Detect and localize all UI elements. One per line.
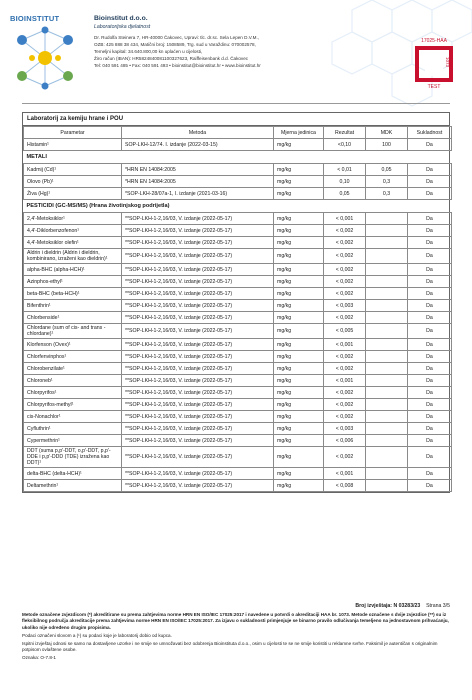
method-cell: **SOP-LKH-1-2,16/03, V. izdanje (2022-05-17)	[122, 399, 274, 411]
mdk-cell	[366, 276, 408, 288]
method-cell: **SOP-LKH-1-2,16/03, V. izdanje (2022-05-17)	[122, 225, 274, 237]
unit-cell: mg/kg	[274, 351, 324, 363]
mdk-cell	[366, 351, 408, 363]
param-cell: 2,4'-Metoksiklor¹	[24, 213, 122, 225]
report-number-label: Broj izvještaja:	[355, 603, 393, 609]
param-cell: Chloroneb¹	[24, 375, 122, 387]
compliance-cell: Da	[408, 399, 452, 411]
unit-cell: mg/kg	[274, 188, 324, 200]
compliance-cell: Da	[408, 264, 452, 276]
mdk-cell: 0,3	[366, 176, 408, 188]
param-cell: DDT (suma p,p'-DDT, o,p'-DDT, p,p'-DDE i p,p'-DDD (TDE) izražena kao DDT)¹	[24, 447, 122, 468]
molecule-icon	[12, 26, 78, 90]
accreditation-badge	[408, 38, 460, 90]
result-cell: < 0,001	[324, 213, 366, 225]
method-cell: **SOP-LKH-1-2,16/03, V. izdanje (2022-05-17)	[122, 435, 274, 447]
mdk-cell	[366, 312, 408, 324]
result-cell: < 0,002	[324, 276, 366, 288]
mdk-cell	[366, 363, 408, 375]
method-cell: **SOP-LKH-1-2,16/03, V. izdanje (2022-05-17)	[122, 480, 274, 492]
section-title: PESTICIDI (GC-MS/MS) (Hrana životinjskog podrijetla)	[24, 200, 452, 213]
unit-cell: mg/kg	[274, 480, 324, 492]
unit-cell: mg/kg	[274, 264, 324, 276]
unit-cell: mg/kg	[274, 411, 324, 423]
param-cell: 4,4'-Diklorbenzofenon¹	[24, 225, 122, 237]
result-cell: < 0,003	[324, 300, 366, 312]
mdk-cell: 100	[366, 139, 408, 151]
compliance-cell: Da	[408, 447, 452, 468]
mdk-cell: 0,05	[366, 164, 408, 176]
unit-cell: mg/kg	[274, 213, 324, 225]
param-cell: Živa (Hg)¹	[24, 188, 122, 200]
result-cell: < 0,006	[324, 435, 366, 447]
param-cell: Kadmij (Cd)¹	[24, 164, 122, 176]
result-cell: < 0,002	[324, 363, 366, 375]
table-row	[24, 276, 452, 288]
param-cell: Chlorpyrifos-methyl¹	[24, 399, 122, 411]
result-cell: < 0,002	[324, 237, 366, 249]
column-header: Rezultat	[324, 127, 366, 139]
compliance-cell: Da	[408, 164, 452, 176]
result-cell: < 0,002	[324, 249, 366, 264]
param-cell: Deltamethrin¹	[24, 480, 122, 492]
table-row	[24, 480, 452, 492]
unit-cell: mg/kg	[274, 288, 324, 300]
column-header: Mjerna jedinica	[274, 127, 324, 139]
unit-cell: mg/kg	[274, 468, 324, 480]
unit-cell: mg/kg	[274, 387, 324, 399]
mdk-cell	[366, 447, 408, 468]
compliance-cell: Da	[408, 237, 452, 249]
unit-cell: mg/kg	[274, 435, 324, 447]
result-cell: < 0,001	[324, 375, 366, 387]
compliance-cell: Da	[408, 176, 452, 188]
unit-cell: mg/kg	[274, 176, 324, 188]
unit-cell: mg/kg	[274, 276, 324, 288]
mdk-cell	[366, 339, 408, 351]
compliance-cell: Da	[408, 300, 452, 312]
compliance-cell: Da	[408, 423, 452, 435]
result-cell: < 0,001	[324, 468, 366, 480]
address-line: Temeljni kapital: 34.640.800,00 kn uplaćen u cijelosti,	[94, 49, 203, 54]
table-row	[24, 411, 452, 423]
result-cell: 0,05	[324, 188, 366, 200]
table-row	[24, 375, 452, 387]
table-row	[24, 468, 452, 480]
result-cell: < 0,002	[324, 351, 366, 363]
column-header: Sukladnost	[408, 127, 452, 139]
unit-cell: mg/kg	[274, 300, 324, 312]
company-name: Bioinstitut d.o.o.	[94, 15, 148, 22]
mdk-cell	[366, 435, 408, 447]
result-cell: < 0,002	[324, 447, 366, 468]
table-row	[24, 423, 452, 435]
method-cell: **SOP-LKH-1-2,16/03, V. izdanje (2022-05-17)	[122, 276, 274, 288]
table-row	[24, 188, 452, 200]
param-cell: Chlordane (sum of cis- and trans -chlordane)¹	[24, 324, 122, 339]
compliance-cell: Da	[408, 288, 452, 300]
param-cell: Chlorobenzilate¹	[24, 363, 122, 375]
table-row	[24, 225, 452, 237]
param-cell: Bifenthrin¹	[24, 300, 122, 312]
compliance-cell: Da	[408, 188, 452, 200]
table-row	[24, 351, 452, 363]
mdk-cell	[366, 423, 408, 435]
table-row	[24, 324, 452, 339]
table-row	[24, 139, 452, 151]
mdk-cell	[366, 264, 408, 276]
report-number: N 03283/23	[393, 603, 421, 609]
column-header: Parametar	[24, 127, 122, 139]
table-row	[24, 249, 452, 264]
method-cell: **SOP-LKH-1-2,16/03, V. izdanje (2022-05-17)	[122, 339, 274, 351]
method-cell: *HRN EN 14084:2005	[122, 176, 274, 188]
company-info	[94, 14, 344, 69]
param-cell: Azinphos-ethyl¹	[24, 276, 122, 288]
table-row	[24, 176, 452, 188]
method-cell: **SOP-LKH-1-2,16/03, V. izdanje (2022-05-17)	[122, 300, 274, 312]
result-cell: < 0,002	[324, 399, 366, 411]
accreditation-note: Metode označene zvjezdicom (*) akreditirane su prema zahtjevima norme HRN EN ISO/IEC 17025:2017 i navedene u potvrdi o akreditaciji HAA br. 1073. Metode označene s dvije zvjezdice (**) su iz fleksibilnog područja akreditacije prema zahtjevima norme HRN EN ISO/IEC 17025:2017. Za izjavu o sukladnosti primjenjuje se binarno pravilo odlučivanja temeljeno na jednostavnom prihvaćanju, ukoliko nije određeno drugim propisima.	[22, 612, 449, 630]
address-line: Tel: 040 591 485 • Fax: 040 591 493 • bioinstitut@bioinstitut.hr • www.bioinstitut.hr	[94, 63, 261, 68]
method-cell: *HRN EN 14084:2005	[122, 164, 274, 176]
column-header: Metoda	[122, 127, 274, 139]
mdk-cell	[366, 324, 408, 339]
param-cell: Chlorpyrifos¹	[24, 387, 122, 399]
param-cell: Aldrin i dieldrin (Aldrin i dieldrin, kombinirano, izraženi kao dieldrin)¹	[24, 249, 122, 264]
unit-cell: mg/kg	[274, 339, 324, 351]
company-logo	[8, 8, 86, 96]
compliance-cell: Da	[408, 225, 452, 237]
method-cell: **SOP-LKH-1-2,16/03, V. izdanje (2022-05-17)	[122, 213, 274, 225]
compliance-cell: Da	[408, 363, 452, 375]
result-cell: < 0,002	[324, 387, 366, 399]
table-row	[24, 363, 452, 375]
method-cell: **SOP-LKH-1-2,16/03, V. izdanje (2022-05-17)	[122, 423, 274, 435]
result-cell: < 0,002	[324, 264, 366, 276]
table-row	[24, 164, 452, 176]
param-cell: Cyfluthrin¹	[24, 423, 122, 435]
method-cell: **SOP-LKH-1-2,16/03, V. izdanje (2022-05-17)	[122, 468, 274, 480]
compliance-cell: Da	[408, 249, 452, 264]
table-row	[24, 447, 452, 468]
param-cell: cis-Nonachlor¹	[24, 411, 122, 423]
table-row	[24, 435, 452, 447]
company-subtitle: Laboratorijska djelatnost	[94, 24, 151, 30]
unit-cell: mg/kg	[274, 249, 324, 264]
result-cell: < 0,001	[324, 339, 366, 351]
compliance-cell: Da	[408, 324, 452, 339]
unit-cell: mg/kg	[274, 363, 324, 375]
compliance-cell: Da	[408, 139, 452, 151]
mdk-cell	[366, 375, 408, 387]
method-cell: **SOP-LKH-1-2,16/03, V. izdanje (2022-05-17)	[122, 237, 274, 249]
method-cell: **SOP-LKH-1-2,16/03, V. izdanje (2022-05-17)	[122, 447, 274, 468]
compliance-cell: Da	[408, 351, 452, 363]
table-row	[24, 288, 452, 300]
compliance-cell: Da	[408, 276, 452, 288]
table-row	[24, 237, 452, 249]
param-cell: 4,4'-Metoksiklor olefin¹	[24, 237, 122, 249]
method-cell: **SOP-LKH-1-2,16/03, V. izdanje (2022-05-17)	[122, 324, 274, 339]
param-cell: Olovo (Pb)¹	[24, 176, 122, 188]
param-cell: Klorfenson (Ovex)¹	[24, 339, 122, 351]
compliance-cell: Da	[408, 480, 452, 492]
param-cell: beta-BHC (beta-HCH)¹	[24, 288, 122, 300]
table-row	[24, 300, 452, 312]
method-cell: **SOP-LKH-1-2,16/03, V. izdanje (2022-05-17)	[122, 363, 274, 375]
param-cell: delta-BHC (delta-HCH)¹	[24, 468, 122, 480]
result-cell: < 0,01	[324, 164, 366, 176]
result-cell: < 0,002	[324, 288, 366, 300]
address-line: Žiro račun (IBAN): HR5824840081100327623, Raiffeisenbank d.d. Čakovec	[94, 56, 249, 61]
mdk-cell	[366, 411, 408, 423]
method-cell: **SOP-LKH-1-2,16/03, V. izdanje (2022-05-17)	[122, 387, 274, 399]
unit-cell: mg/kg	[274, 423, 324, 435]
mdk-cell	[366, 288, 408, 300]
result-cell: <0,10	[324, 139, 366, 151]
unit-cell: mg/kg	[274, 225, 324, 237]
address-line: OZB: 425 888 38 434, Matični broj: 1508589, Trg. sud u Varaždinu: 070002578,	[94, 42, 256, 47]
mdk-cell	[366, 213, 408, 225]
unit-cell: mg/kg	[274, 237, 324, 249]
param-cell: Cypermethrin¹	[24, 435, 122, 447]
mdk-cell	[366, 237, 408, 249]
section-row-pesticides	[24, 200, 452, 213]
compliance-cell: Da	[408, 375, 452, 387]
method-cell: **SOP-LKH-1-2,16/03, V. izdanje (2022-05-17)	[122, 264, 274, 276]
unit-cell: mg/kg	[274, 324, 324, 339]
table-row	[24, 312, 452, 324]
accreditation-number: 1073	[445, 57, 450, 68]
table-row	[24, 213, 452, 225]
document-mark: Oznaka: O-7.8-1	[22, 655, 56, 661]
result-cell: < 0,003	[324, 423, 366, 435]
accreditation-mark	[415, 46, 453, 82]
page-number: Strana 3/5	[426, 603, 450, 609]
param-cell: alpha-BHC (alpha-HCH)¹	[24, 264, 122, 276]
unit-cell: mg/kg	[274, 447, 324, 468]
report-number-line	[22, 603, 450, 609]
results-table	[22, 112, 450, 493]
section-title: METALI	[24, 151, 452, 164]
mdk-cell	[366, 399, 408, 411]
header-divider	[22, 103, 450, 104]
result-cell: < 0,002	[324, 225, 366, 237]
accreditation-code: 17025-HAA	[421, 38, 447, 44]
result-cell: < 0,002	[324, 411, 366, 423]
compliance-cell: Da	[408, 312, 452, 324]
unit-cell: mg/kg	[274, 312, 324, 324]
method-cell: **SOP-LKH-1-2,16/03, V. izdanje (2022-05-17)	[122, 312, 274, 324]
method-cell: **SOP-LKH-1-2,16/03, V. izdanje (2022-05-17)	[122, 411, 274, 423]
result-cell: < 0,008	[324, 480, 366, 492]
customer-data-note: Podaci označeni slovom a (¹) su podaci koje je laboratorij dobio od kupca.	[22, 632, 172, 638]
mdk-cell	[366, 225, 408, 237]
param-cell: Chlorbenside¹	[24, 312, 122, 324]
compliance-cell: Da	[408, 435, 452, 447]
table-row	[24, 387, 452, 399]
letterhead	[8, 8, 464, 100]
mdk-cell	[366, 480, 408, 492]
compliance-cell: Da	[408, 468, 452, 480]
table-header-row	[24, 127, 452, 139]
compliance-cell: Da	[408, 387, 452, 399]
method-cell: **SOP-LKH-1-2,16/03, V. izdanje (2022-05-17)	[122, 249, 274, 264]
accreditation-test: TEST	[427, 84, 441, 90]
mdk-cell	[366, 468, 408, 480]
param-cell: Histamin¹	[24, 139, 122, 151]
table-row	[24, 264, 452, 276]
result-cell: 0,10	[324, 176, 366, 188]
mdk-cell	[366, 249, 408, 264]
method-cell: **SOP-LKH-1-2,16/03, V. izdanje (2022-05-17)	[122, 351, 274, 363]
unit-cell: mg/kg	[274, 399, 324, 411]
method-cell: **SOP-LKH-1-2,16/03, V. izdanje (2022-05-17)	[122, 288, 274, 300]
method-cell: *SOP-LKH-28/07a-1, I. izdanje (2021-03-16)	[122, 188, 274, 200]
mdk-cell: 0,3	[366, 188, 408, 200]
report-usage-note: Ispitni izvještaj odnosi se samo na dostavljene uzorke i ne smije se umnožavati bez odobrenja Bioinstituta d.o.o., osim u cijelosti te se ne smije koristiti u reklamne svrhe. Faksimil je autentičan s originalnim potpisom ovlaštene osobe.	[22, 641, 438, 653]
report-footer	[22, 603, 450, 662]
column-header: MDK	[366, 127, 408, 139]
logo-text: BIOINSTITUT	[10, 14, 60, 23]
method-cell: SOP-LKH-12/74. I. izdanje (2022-03-15)	[122, 139, 274, 151]
compliance-cell: Da	[408, 213, 452, 225]
unit-cell: mg/kg	[274, 164, 324, 176]
table-row	[24, 399, 452, 411]
mdk-cell	[366, 300, 408, 312]
mdk-cell	[366, 387, 408, 399]
lab-title: Laboratorij za kemiju hrane i POU	[23, 113, 449, 126]
method-cell: **SOP-LKH-1-2,16/03, V. izdanje (2022-05-17)	[122, 375, 274, 387]
section-row-metals	[24, 151, 452, 164]
unit-cell: mg/kg	[274, 375, 324, 387]
param-cell: Chlorfenvinphos¹	[24, 351, 122, 363]
result-cell: < 0,005	[324, 324, 366, 339]
unit-cell: mg/kg	[274, 139, 324, 151]
address-line: Dr. Rudolfa Steinera 7, HR-40000 Čakovec, Upravi: tlc. dr.sc. Sela Lepen D.V.M.,	[94, 35, 260, 40]
table-row	[24, 339, 452, 351]
compliance-cell: Da	[408, 411, 452, 423]
result-cell: < 0,002	[324, 312, 366, 324]
compliance-cell: Da	[408, 339, 452, 351]
